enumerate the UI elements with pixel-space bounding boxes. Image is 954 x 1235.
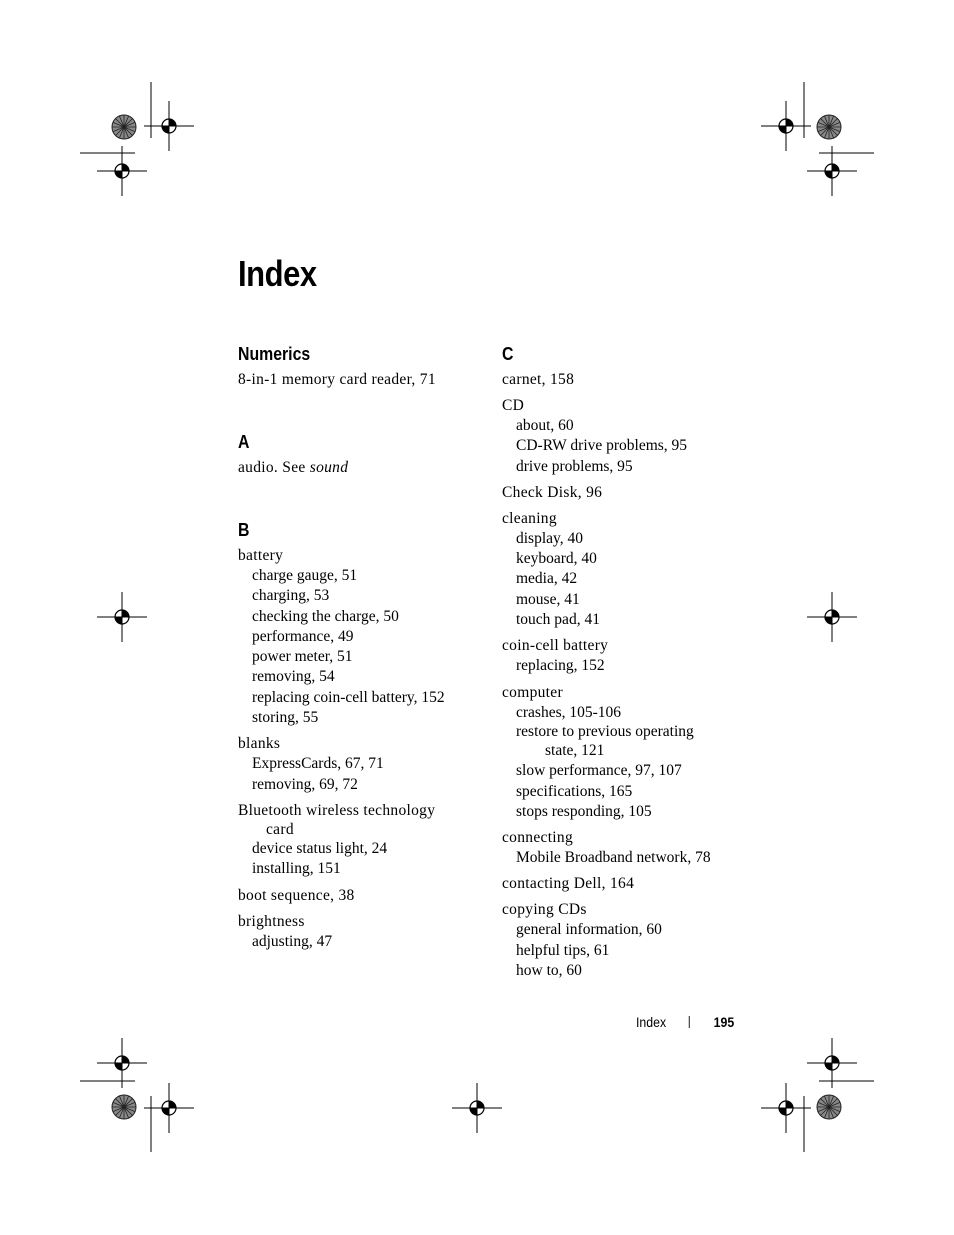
index-subterm: installing, 151 (252, 860, 341, 878)
index-subterm: CD-RW drive problems, 95 (516, 437, 688, 455)
index-subterm: power meter, 51 (252, 648, 353, 666)
index-subterm: display, 40 (516, 529, 584, 547)
footer-divider (689, 1016, 690, 1028)
index-subterm: charging, 53 (252, 587, 330, 605)
index-term: brightness (238, 912, 305, 930)
index-subterm: storing, 55 (252, 709, 319, 727)
index-subterm: helpful tips, 61 (516, 941, 610, 959)
index-subterm: performance, 49 (252, 627, 354, 645)
index-term: CD (502, 397, 525, 414)
index-term: boot sequence, 38 (238, 886, 355, 904)
index-entry-coin-cell (502, 636, 742, 676)
index-term: Bluetooth wireless technology (238, 801, 436, 819)
section-c (502, 342, 742, 981)
index-subterm: adjusting, 47 (252, 932, 333, 950)
index-term: copying CDs (502, 901, 587, 919)
index-term: blanks (238, 735, 281, 753)
index-term: contacting Dell, 164 (502, 875, 635, 893)
index-term-audio (238, 458, 478, 478)
footer-label: Index (636, 1014, 667, 1030)
index-subterm: restore to previous operating (516, 722, 694, 740)
index-subterm: device status light, 24 (252, 839, 388, 857)
index-entry (238, 370, 478, 390)
audio-see-prefix: audio. See (238, 459, 310, 476)
index-term-continuation: card (266, 820, 294, 838)
index-term: 8-in-1 memory card reader, 71 (238, 371, 436, 388)
index-term: carnet, 158 (502, 371, 575, 388)
index-entry-boot (238, 886, 478, 906)
section-heading-a: A (238, 432, 250, 452)
index-subterm: keyboard, 40 (516, 550, 597, 568)
index-entry (238, 458, 478, 478)
index-subterm: Mobile Broadband network, 78 (516, 849, 711, 867)
index-subterm: removing, 69, 72 (252, 775, 358, 793)
page-title: Index (238, 253, 317, 294)
index-entry-copying (502, 900, 742, 981)
index-term: connecting (502, 829, 574, 847)
index-subterm: replacing, 152 (516, 657, 605, 675)
index-subterm: charge gauge, 51 (252, 567, 358, 584)
index-subterm: general information, 60 (516, 921, 662, 939)
index-subterm: slow performance, 97, 107 (516, 762, 682, 780)
cross-reference-link: sound (309, 459, 349, 476)
index-term: computer (502, 683, 563, 701)
index-subterm: mouse, 41 (516, 590, 580, 608)
index-entry-battery (238, 546, 478, 728)
index-subterm-continuation: state, 121 (545, 741, 605, 759)
section-heading-c: C (502, 344, 514, 364)
index-term: cleaning (502, 509, 557, 527)
section-b (238, 518, 478, 952)
section-heading-b: B (238, 520, 250, 540)
index-entry-contacting (502, 874, 742, 894)
index-entry-blanks (238, 734, 478, 795)
section-numerics (238, 342, 478, 390)
index-subterm: removing, 54 (252, 668, 335, 686)
index-subterm: specifications, 165 (516, 782, 633, 800)
index-subterm: touch pad, 41 (516, 611, 600, 629)
index-entry-cd (502, 396, 742, 477)
page-number: 195 (713, 1014, 735, 1030)
index-entry-computer (502, 683, 742, 822)
index-subterm: crashes, 105-106 (516, 703, 622, 721)
section-heading-numerics: Numerics (238, 344, 311, 364)
section-a (238, 430, 478, 478)
index-subterm: ExpressCards, 67, 71 (252, 755, 384, 773)
index-entry-carnet (502, 370, 742, 390)
index-subterm: replacing coin-cell battery, 152 (252, 688, 445, 706)
index-subterm: media, 42 (516, 570, 578, 588)
index-subterm: checking the charge, 50 (252, 607, 399, 625)
index-entry-brightness (238, 912, 478, 952)
index-term: battery (238, 547, 284, 564)
index-term: coin-cell battery (502, 637, 609, 655)
index-subterm: about, 60 (516, 417, 574, 434)
index-column-right (502, 342, 742, 1021)
index-subterm: how to, 60 (516, 962, 582, 980)
index-subterm: stops responding, 105 (516, 802, 652, 820)
index-entry-connecting (502, 828, 742, 868)
index-entry-check-disk (502, 483, 742, 503)
index-column-left (238, 342, 478, 992)
index-subterm: drive problems, 95 (516, 457, 633, 475)
index-entry-bluetooth (238, 801, 478, 880)
page-footer (636, 1014, 734, 1030)
index-term: Check Disk, 96 (502, 483, 603, 501)
index-entry-cleaning (502, 509, 742, 630)
